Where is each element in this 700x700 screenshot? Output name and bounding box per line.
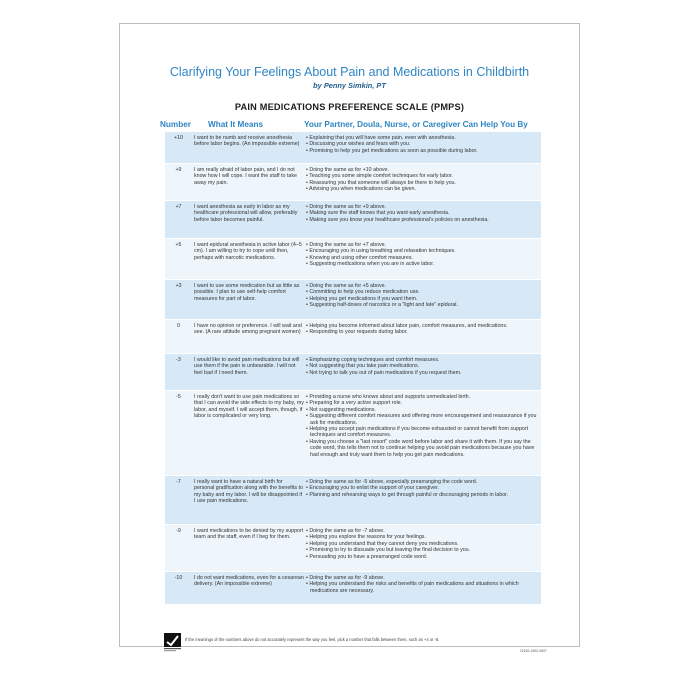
help-item: • Helping you get medications if you want them. [306, 295, 418, 302]
help-item: • Not suggesting that you take pain medications. [306, 363, 420, 370]
author-byline: by Penny Simkin, PT [313, 81, 386, 90]
help-item: • Doing the same as for +9 above. [306, 204, 387, 210]
document-code: 22152-1902-0607 [520, 649, 547, 653]
row-number: +9 [175, 167, 182, 173]
page-title: Clarifying Your Feelings About Pain and Medications in Childbirth [169, 65, 530, 79]
help-item: • Promising to help you get medications as soon as possible during labor. [306, 147, 478, 154]
row-help-list [306, 239, 538, 268]
help-item: • Reassuring you that someone will always be there to help you. [306, 179, 456, 186]
row-meaning: I want to be numb and receive anesthesia before labor begins. (An impossible extreme) [194, 135, 300, 148]
row-number: +7 [175, 204, 182, 210]
help-item: • Helping you explore the reasons for your feelings. [306, 534, 426, 541]
help-item: • Helping you become informed about labor pain, comfort measures, and medications. [306, 323, 508, 329]
row-help-list [306, 525, 538, 560]
row-meaning: I want anesthesia as early in labor as my healthcare professional will allow, preferably before labor becomes painful. [194, 204, 298, 223]
row-number: +5 [175, 242, 182, 248]
table-row [165, 354, 541, 390]
footnote: If the meanings of the numbers above do not accurately represent the way you feel, pick a number that falls between them, such as +4 or -8. [185, 637, 440, 642]
help-item: • Suggesting different comfort measures and offering more encouragement and reassurance if you ask for medications. [306, 413, 537, 426]
row-help-list [306, 132, 538, 154]
table-row [165, 239, 541, 279]
help-item: • Making sure you know your healthcare professional's policies on anesthesia. [306, 216, 489, 223]
row-number: +3 [175, 283, 182, 289]
help-item: • Committing to help you reduce medication use. [306, 289, 420, 296]
row-meaning: I really want to have a natural birth for personal gratification along with the benefits to my baby and my labor. I will be disappointed if I use pain medications. [194, 479, 303, 505]
help-item: • Planning and rehearsing ways to get through painful or discouraging periods in labor. [306, 491, 509, 498]
row-meaning: I am really afraid of labor pain, and I do not know how I will cope. I want the staff to take away my pain. [194, 167, 297, 186]
row-meaning: I do not want medications, even for a cesarean delivery. (An impossible extreme) [194, 575, 304, 588]
row-help-list [306, 280, 538, 309]
row-help-list [306, 476, 538, 498]
help-item: • Doing the same as for -5 above, especially prearranging the code word. [306, 479, 478, 485]
help-item: • Doing the same as for +5 above. [306, 283, 387, 289]
row-number: +10 [174, 135, 183, 141]
help-item: • Making sure the staff knows that you want early anesthesia. [306, 210, 450, 217]
help-item: • Responding to your requests during labor. [306, 329, 408, 336]
help-item: • Persuading you to have a prearranged code word. [306, 553, 428, 560]
row-help-list [306, 354, 538, 376]
table-row [165, 525, 541, 571]
column-header-help: Your Partner, Doula, Nurse, or Caregiver Can Help You By [304, 120, 528, 129]
row-meaning: I want medications to be denied by my support team and the staff, even if I beg for them. [194, 528, 304, 541]
column-header-meaning: What It Means [208, 120, 264, 129]
row-meaning: I would like to avoid pain medications but will use them if the pain is unbearable. I will not feel bad if I need them. [194, 357, 300, 376]
help-item: • Having you choose a "last resort" code word before labor and share it with them. If you say the code word, this tells them not to continue helping you avoid pain medications because you have had enough and truly want them to help you get pain medications. [306, 438, 535, 458]
help-item: • Explaining that you will have some pain, even with anesthesia. [306, 135, 456, 141]
row-help-list [306, 201, 538, 223]
help-item: • Suggesting half-doses of narcotics or a "light and late" epidural. [306, 302, 458, 309]
table-row [165, 320, 541, 353]
help-item: • Doing the same as for +10 above. [306, 167, 389, 173]
table-row [165, 391, 541, 475]
preference-table [165, 132, 541, 605]
help-item: • Teaching you some simple comfort techniques for early labor. [306, 173, 453, 180]
row-meaning: I have no opinion or preference. I will wait and see. (A rare attitude among pregnant women) [194, 323, 302, 336]
help-item: • Advising you when medications can be given. [306, 186, 416, 193]
row-number: -3 [176, 357, 181, 363]
table-row [165, 572, 541, 604]
table-row [165, 201, 541, 238]
help-item: • Providing a nurse who knows about and supports unmedicated birth. [306, 394, 471, 400]
help-item: • Encouraging you to enlist the support of your caregiver. [306, 485, 439, 492]
column-header-number: Number [160, 120, 191, 129]
row-help-list [306, 164, 538, 193]
help-item: • Promising to try to dissuade you but leaving the final decision to you. [306, 547, 471, 554]
row-number: -9 [176, 528, 181, 534]
help-item: • Suggesting medications when you are in active labor. [306, 261, 435, 268]
help-item: • Emphasizing coping techniques and comfort measures. [306, 357, 440, 363]
row-meaning: I want epidural anesthesia in active labor (4–5 cm). I am willing to try to cope until then, perhaps with narcotic medications. [194, 242, 302, 261]
table-row [165, 164, 541, 200]
help-item: • Discussing your wishes and fears with you. [306, 141, 411, 148]
table-row [165, 132, 541, 163]
help-item: • Knowing and using other comfort measures. [306, 254, 413, 261]
publisher-logo-icon [164, 633, 181, 652]
row-number: -10 [174, 575, 183, 581]
table-row [165, 280, 541, 319]
row-number: -7 [176, 479, 181, 485]
row-meaning: I really don't want to use pain medications so that I can avoid the side effects to my baby, my labor, and myself. I will accept them, though, if labor is complicated or very long. [194, 394, 304, 420]
table-row [165, 476, 541, 524]
help-item: • Helping you accept pain medications if you become exhausted or cannot benefit from support techniques and comfort measures. [306, 426, 529, 439]
help-item: • Helping you understand the risks and benefits of pain medications and situations in which medications are necessary. [306, 581, 519, 594]
row-help-list [306, 320, 538, 336]
row-help-list [306, 391, 538, 458]
help-item: • Not trying to talk you out of pain medications if you request them. [306, 369, 462, 376]
help-item: • Encouraging you in using breathing and relaxation techniques. [306, 248, 456, 255]
scale-title: PAIN MEDICATIONS PREFERENCE SCALE (PMPS) [234, 102, 465, 112]
row-number: 0 [177, 323, 180, 329]
help-item: • Preparing for a very active support role. [306, 400, 403, 407]
handout-page [119, 23, 580, 653]
help-item: • Doing the same as for +7 above. [306, 242, 387, 248]
help-item: • Not suggesting medications. [306, 406, 376, 413]
row-number: -5 [176, 394, 181, 400]
help-item: • Doing the same as for -9 above. [306, 575, 385, 581]
help-item: • Helping you understand that they cannot deny you medications. [306, 540, 459, 547]
help-item: • Doing the same as for -7 above. [306, 528, 385, 534]
row-meaning: I want to use some medication but as little as possible. I plan to use self-help comfort measures for part of labor. [194, 283, 300, 302]
row-help-list [306, 572, 538, 594]
